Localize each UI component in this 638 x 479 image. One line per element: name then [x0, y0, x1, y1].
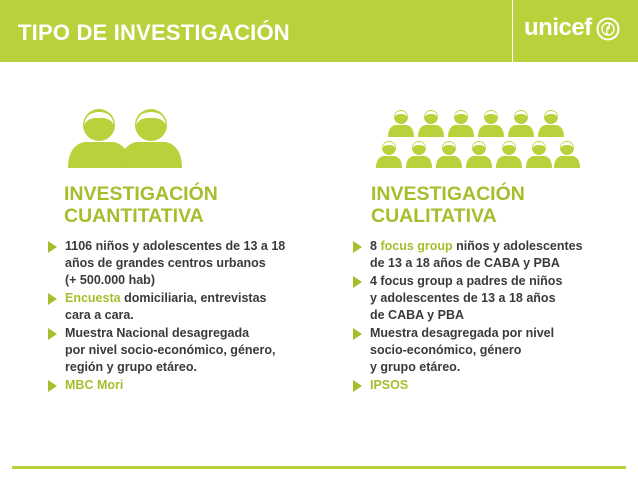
- page-title: TIPO DE INVESTIGACIÓN: [18, 20, 290, 45]
- bullet-arrow-icon: [353, 276, 362, 288]
- header-bar: [0, 0, 638, 62]
- item-text: de 13 a 18 años de CABA y PBA: [370, 256, 560, 270]
- heading-cuantitativa: [64, 183, 218, 227]
- item-text: años de grandes centros urbanos: [65, 256, 266, 270]
- item-text: socio-económico, género: [370, 343, 522, 357]
- brand-logo-text: unicef: [524, 14, 592, 41]
- list-cuantitativa: [47, 238, 285, 395]
- two-people-icon: [66, 106, 184, 170]
- highlight-text: MBC Mori: [65, 378, 124, 392]
- heading-line-2: CUANTITATIVA: [64, 205, 204, 227]
- group-of-people-icon: [374, 108, 580, 170]
- bullet-arrow-icon: [48, 241, 57, 253]
- item-text: y grupo etáreo.: [370, 360, 461, 374]
- list-item: [47, 377, 285, 394]
- list-item: [352, 238, 583, 272]
- item-text: Muestra desagregada por nivel: [370, 326, 555, 340]
- item-text: (+ 500.000 hab): [65, 273, 155, 287]
- item-text: región y grupo etáreo.: [65, 360, 197, 374]
- heading-line-1: INVESTIGACIÓN: [371, 183, 525, 205]
- item-text: [65, 290, 285, 307]
- item-text-rest: domiciliaria, entrevistas: [120, 291, 267, 305]
- list-item: [352, 325, 583, 376]
- list-item: [352, 273, 583, 324]
- item-text: por nivel socio-económico, género,: [65, 343, 276, 357]
- item-text: 4 focus group a padres de niños: [370, 274, 563, 288]
- bullet-arrow-icon: [48, 293, 57, 305]
- bullet-arrow-icon: [353, 328, 362, 340]
- brand-divider: [512, 0, 513, 62]
- list-item: [47, 238, 285, 289]
- list-cualitativa: [352, 238, 583, 395]
- list-item: [47, 290, 285, 324]
- list-item: [352, 377, 583, 394]
- list-item: [47, 325, 285, 376]
- footer-divider: [12, 466, 626, 469]
- bullet-arrow-icon: [48, 328, 57, 340]
- unicef-globe-emblem-icon: [596, 17, 620, 41]
- highlight-text: IPSOS: [370, 378, 409, 392]
- item-text: y adolescentes de 13 a 18 años: [370, 291, 556, 305]
- heading-cualitativa: [371, 183, 525, 227]
- item-text: de CABA y PBA: [370, 308, 464, 322]
- heading-line-1: INVESTIGACIÓN: [64, 183, 218, 205]
- bullet-arrow-icon: [353, 380, 362, 392]
- item-text: Muestra Nacional desagregada: [65, 326, 250, 340]
- bullet-arrow-icon: [48, 380, 57, 392]
- highlight-text: Encuesta: [65, 291, 121, 305]
- item-text: 1106 niños y adolescentes de 13 a 18: [65, 239, 286, 253]
- item-text: [370, 238, 583, 255]
- item-text-pre: 8: [370, 239, 381, 253]
- bullet-arrow-icon: [353, 241, 362, 253]
- heading-line-2: CUALITATIVA: [371, 205, 497, 227]
- item-text-rest: niños y adolescentes: [452, 239, 583, 253]
- highlight-text: focus group: [380, 239, 453, 253]
- item-text: cara a cara.: [65, 308, 134, 322]
